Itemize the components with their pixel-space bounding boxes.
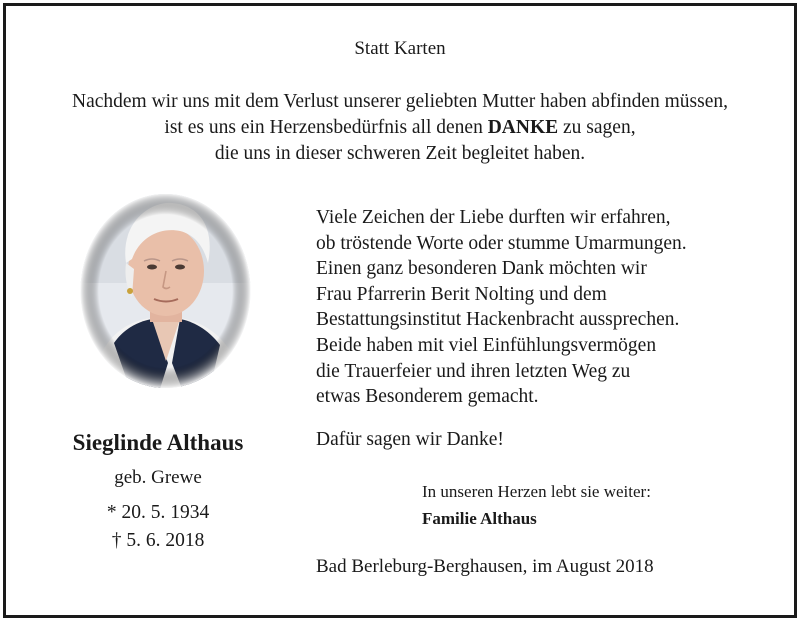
poem-line: Einen ganz besonderen Dank möchten wir bbox=[316, 258, 647, 280]
poem-line: die Trauerfeier und ihren letzten Weg zu bbox=[316, 360, 631, 382]
intro-text bbox=[0, 89, 800, 167]
intro-line-3: die uns in dieser schweren Zeit begleitet haben. bbox=[214, 143, 586, 164]
poem-line: ob tröstende Worte oder stumme Umarmungen. bbox=[316, 232, 687, 254]
heading-statt-karten: Statt Karten bbox=[354, 38, 446, 59]
family-signature: Familie Althaus bbox=[422, 509, 537, 528]
poem-line: Beide haben mit viel Einfühlungsvermögen bbox=[316, 334, 657, 356]
poem-line: Frau Pfarrerin Berit Nolting und dem bbox=[316, 283, 607, 305]
intro-line-2-end: zu sagen, bbox=[558, 117, 636, 138]
poem-line: Bestattungsinstitut Hackenbracht aussprechen. bbox=[316, 309, 680, 331]
poem-text bbox=[316, 205, 687, 410]
intro-line-2 bbox=[0, 115, 800, 141]
intro-line-1: Nachdem wir uns mit dem Verlust unserer geliebten Mutter haben abfinden müssen, bbox=[72, 91, 728, 112]
birth-date: * 20. 5. 1934 bbox=[106, 502, 210, 523]
place-date: Bad Berleburg-Berghausen, im August 2018 bbox=[316, 556, 654, 577]
intro-danke-bold: DANKE bbox=[487, 117, 559, 138]
birth-name: geb. Grewe bbox=[114, 467, 202, 488]
portrait-photo bbox=[80, 193, 251, 389]
poem-line: etwas Besonderem gemacht. bbox=[316, 386, 539, 408]
intro-line-2-start: ist es uns ein Herzensbedürfnis all denen bbox=[164, 117, 488, 138]
death-date: † 5. 6. 2018 bbox=[111, 530, 205, 551]
poem-line: Viele Zeichen der Liebe durften wir erfahren, bbox=[316, 207, 671, 228]
deceased-name: Sieglinde Althaus bbox=[72, 430, 244, 455]
closing-line: In unseren Herzen lebt sie weiter: bbox=[422, 482, 651, 501]
thanks-line: Dafür sagen wir Danke! bbox=[316, 429, 504, 450]
